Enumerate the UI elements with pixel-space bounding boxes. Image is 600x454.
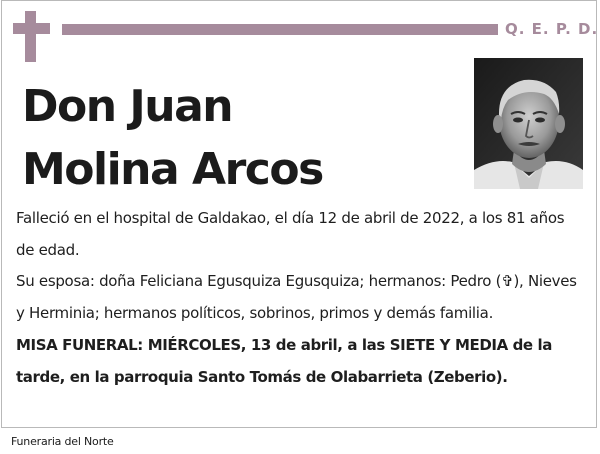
portrait-photo	[474, 58, 583, 189]
family-paragraph: Su esposa: doña Feliciana Egusquiza Egusquiza; hermanos: Pedro (✞), Nieves y Herminia; hermanos políticos, sobrinos, primos y demás familia.	[16, 272, 577, 322]
qepd-label: Q. E. P. D.	[505, 20, 599, 38]
funeral-home-label: Funeraria del Norte	[11, 435, 114, 448]
funeral-paragraph: MISA FUNERAL: MIÉRCOLES, 13 de abril, a las SIETE Y MEDIA de la tarde, en la parroquia Santo Tomás de Olabarrieta (Zeberio).	[16, 336, 552, 386]
cross-icon-arm	[13, 23, 50, 34]
death-notice-paragraph: Falleció en el hospital de Galdakao, el día 12 de abril de 2022, a los 81 años de edad.	[16, 209, 565, 259]
cross-icon	[25, 11, 36, 62]
header-rule	[62, 24, 498, 35]
portrait-illustration	[474, 58, 583, 189]
deceased-name-line1: Don Juan	[22, 81, 233, 132]
obituary-card	[1, 0, 597, 428]
deceased-name-line2: Molina Arcos	[22, 144, 323, 195]
